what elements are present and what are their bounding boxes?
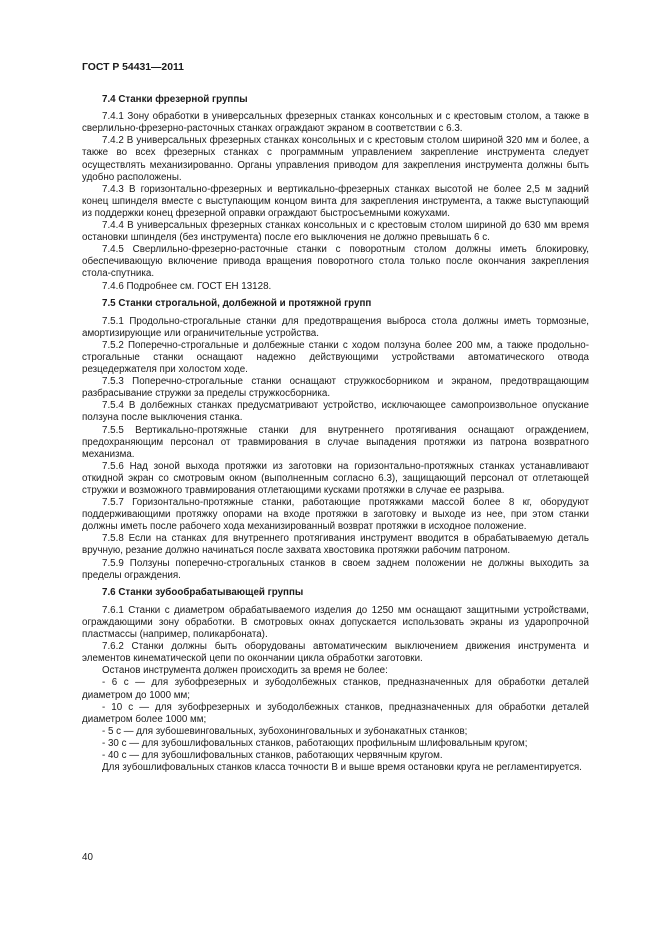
paragraph: 7.4.4 В универсальных фрезерных станках консольных и с крестовым столом шириной до 630 мм время остановки шпинделя (без инструмента) после его выключения не должно превышать 6 с. <box>82 220 589 244</box>
paragraph: 7.5.3 Поперечно-строгальные станки оснащают стружкосборником и экраном, предотвращающим разбрасывание стружки за пределы стружкосборника. <box>82 376 589 400</box>
paragraph: 7.4.6 Подробнее см. ГОСТ ЕН 13128. <box>102 280 272 292</box>
paragraph: 7.5.4 В долбежных станках предусматривают устройство, исключающее самопроизвольное опускание ползуна после выключения станка. <box>82 400 589 424</box>
paragraph: 7.5.1 Продольно-строгальные станки для предотвращения выброса стола должны иметь тормозные, амортизирующие или ограничительные устройства. <box>82 315 589 339</box>
page-number: 40 <box>82 852 93 863</box>
paragraph: 7.4.1 Зону обработки в универсальных фрезерных станках консольных и с крестовым столом, а также в сверлильно-фрезерно-расточных станках ограждают экраном в соответствии с 6.3. <box>82 111 589 135</box>
paragraph: 7.4.5 Сверлильно-фрезерно-расточные станки с поворотным столом должны иметь блокировку, обеспечивающую включение привода вращения поворотного стола только после окончания закрепления стола-спутника. <box>82 244 589 280</box>
document-header: ГОСТ Р 54431—2011 <box>82 62 184 73</box>
paragraph: 7.4.3 В горизонтально-фрезерных и вертикально-фрезерных станках высотой не более 2,5 м задний конец шпинделя вместе с выступающим концом винта для закрепления инструмента, а также выступающий из поддержки конец фрезерной оправки ограждают быстросъемными кожухами. <box>82 183 589 219</box>
list-item: - 30 с — для зубошлифовальных станков, работающих профильным шлифовальным кругом; <box>102 737 528 749</box>
paragraph: 7.6.1 Станки с диаметром обрабатываемого изделия до 1250 мм оснащают защитными устройствами, ограждающими зону обработки. В смотровых окнах допускается использовать экраны из ударопрочной пластмассы (например, поликарбоната). <box>82 604 589 641</box>
paragraph: 7.6.2 Станки должны быть оборудованы автоматическим выключением движения инструмента и элементов кинематической цепи по окончании цикла обработки заготовки. <box>82 641 589 665</box>
list-item: - 40 с — для зубошлифовальных станков, работающих червячным кругом. <box>102 749 443 761</box>
paragraph: Для зубошлифовальных станков класса точности В и выше время остановки круга не регламентируется. <box>102 762 582 774</box>
paragraph: 7.5.8 Если на станках для внутреннего протягивания инструмент вводится в обрабатываемую деталь вручную, резание должно начинаться после захвата хвостовика протяжки рабочим патроном. <box>82 533 589 557</box>
section-7-5 <box>82 298 589 582</box>
paragraph: 7.5.9 Ползуны поперечно-строгальных станков в своем заднем положении не должны выходить за пределы ограждения. <box>82 557 589 581</box>
section-7-4 <box>82 94 589 293</box>
section-title: 7.4 Станки фрезерной группы <box>102 94 248 106</box>
section-7-6 <box>82 587 589 774</box>
paragraph: 7.4.2 В универсальных фрезерных станках консольных и с крестовым столом шириной 320 мм и более, а также во всех фрезерных станках с программным управлением закрепление инструмента следует осуществлять механизированно. Органы управления приводом для закрепления инструмента должны быть удобно расположены. <box>82 135 589 183</box>
paragraph: 7.5.7 Горизонтально-протяжные станки, работающие протяжками массой более 8 кг, оборудуют поддерживающими протяжку опорами на входе протяжки в заготовку и выходе из нее, при этом станки должны иметь после рабочего хода механизированный возврат протяжки в исходное положение. <box>82 497 589 533</box>
document-page <box>82 62 589 774</box>
section-title: 7.6 Станки зубообрабатывающей группы <box>102 586 304 598</box>
paragraph: 7.5.2 Поперечно-строгальные и долбежные станки с ходом ползуна более 200 мм, а также продольно-строгальные станки оснащают надежно действующими устройствами автоматического отвода резцедержателя при холостом ходе. <box>82 339 589 376</box>
list-item: - 6 с — для зубофрезерных и зубодолбежных станков, предназначенных для обработки деталей диаметром до 1000 мм; <box>82 677 589 701</box>
paragraph: 7.5.5 Вертикально-протяжные станки для внутреннего протягивания оснащают ограждением, предохраняющим персонал от травмирования в случае выпадения протяжки из патрона возвратного механизма. <box>82 424 589 460</box>
list-item: - 10 с — для зубофрезерных и зубодолбежных станков, предназначенных для обработки деталей диаметром более 1000 мм; <box>82 701 589 725</box>
paragraph: Останов инструмента должен происходить за время не более: <box>102 665 388 677</box>
section-title: 7.5 Станки строгальной, долбежной и протяжной групп <box>102 297 372 309</box>
list-item: - 5 с — для зубошевинговальных, зубохонинговальных и зубонакатных станков; <box>102 725 468 737</box>
paragraph: 7.5.6 Над зоной выхода протяжки из заготовки на горизонтально-протяжных станках устанавливают откидной экран со смотровым окном (выполненным согласно 6.3), защищающий персонал от отлетающей стружки и возможного травмирования отлетающими кусками протяжки в случае ее разрыва. <box>82 460 589 496</box>
